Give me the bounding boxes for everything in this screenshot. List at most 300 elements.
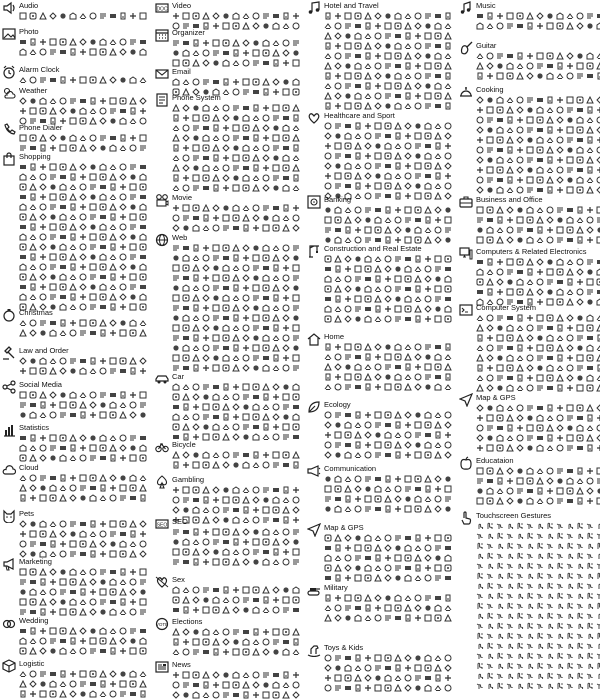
- icon-glyph: [272, 364, 280, 372]
- icon-glyph: [282, 528, 290, 536]
- icon-glyph: [19, 319, 27, 327]
- icon-glyph: [586, 156, 594, 164]
- icon-glyph: [536, 258, 544, 266]
- icon-glyph: [516, 146, 524, 154]
- icon-glyph: [526, 424, 534, 432]
- icon-glyph: [49, 273, 57, 281]
- icon-glyph: [394, 544, 402, 552]
- icon-glyph: [424, 295, 432, 303]
- icon-glyph: [566, 632, 574, 640]
- icon-glyph: [394, 674, 402, 682]
- icon-glyph: [424, 92, 432, 100]
- icon-glyph: [576, 592, 584, 600]
- icon-glyph: [596, 72, 600, 80]
- icon-glyph: [89, 391, 97, 399]
- icon-glyph: [424, 285, 432, 293]
- category-title: News: [172, 660, 191, 669]
- icon-glyph: [172, 114, 180, 122]
- icon-glyph: [69, 144, 77, 152]
- icon-glyph: [566, 364, 574, 372]
- icon-glyph: [202, 174, 210, 182]
- icon-glyph: [384, 343, 392, 351]
- icon-glyph: [262, 586, 270, 594]
- icon-glyph: [69, 117, 77, 125]
- icon-glyph: [344, 475, 352, 483]
- icon-glyph: [252, 39, 260, 47]
- icon-glyph: [119, 329, 127, 337]
- icon-glyph: [129, 76, 137, 84]
- icon-glyph: [404, 22, 412, 30]
- icon-glyph: [506, 404, 514, 412]
- icon-glyph: [99, 647, 107, 655]
- icon-glyph: [119, 494, 127, 502]
- icon-glyph: [192, 224, 200, 232]
- icon-glyph: [354, 544, 362, 552]
- icon-glyph: [566, 532, 574, 540]
- icon-glyph: [109, 540, 117, 548]
- icon-glyph: [242, 606, 250, 614]
- icon-glyph: [374, 431, 382, 439]
- icon-glyph: [364, 285, 372, 293]
- icon-glyph: [242, 304, 250, 312]
- icon-glyph: [89, 520, 97, 528]
- icon-glyph: [586, 497, 594, 505]
- icon-glyph: [576, 632, 584, 640]
- icon-glyph: [324, 574, 332, 582]
- icon-glyph: [232, 364, 240, 372]
- icon-glyph: [404, 495, 412, 503]
- icon-glyph: [424, 226, 432, 234]
- icon-glyph: [292, 124, 300, 132]
- icon-glyph: [109, 134, 117, 142]
- icon-glyph: [374, 152, 382, 160]
- icon-glyph: [506, 497, 514, 505]
- icon-glyph: [354, 654, 362, 662]
- icon-glyph: [556, 622, 564, 630]
- icon-glyph: [596, 12, 600, 20]
- icon-glyph: [212, 49, 220, 57]
- house-icon: [307, 332, 321, 346]
- icon-glyph: [444, 82, 452, 90]
- icon-glyph: [476, 156, 484, 164]
- icon-glyph: [414, 285, 422, 293]
- icon-glyph: [119, 647, 127, 655]
- icon-glyph: [526, 522, 534, 530]
- icon-glyph: [334, 664, 342, 672]
- icon-glyph: [109, 76, 117, 84]
- icon-glyph: [182, 78, 190, 86]
- envelope-icon: [155, 67, 169, 81]
- icon-glyph: [476, 136, 484, 144]
- icon-glyph: [49, 670, 57, 678]
- icon-glyph: [39, 357, 47, 365]
- icon-glyph: [536, 522, 544, 530]
- icon-glyph: [486, 467, 494, 475]
- icon-glyph: [292, 334, 300, 342]
- icon-glyph: [506, 96, 514, 104]
- icon-glyph: [384, 206, 392, 214]
- icon-glyph: [282, 451, 290, 459]
- icon-glyph: [49, 134, 57, 142]
- icon-glyph: [424, 654, 432, 662]
- icon-glyph: [79, 647, 87, 655]
- icon-glyph: [576, 497, 584, 505]
- icon-glyph: [496, 354, 504, 362]
- icon-glyph: [49, 391, 57, 399]
- icon-glyph: [99, 48, 107, 56]
- icon-glyph: [434, 475, 442, 483]
- icon-glyph: [89, 48, 97, 56]
- icon-glyph: [476, 96, 484, 104]
- megaphone-icon: [2, 557, 16, 571]
- icon-glyph: [434, 664, 442, 672]
- icon-glyph: [496, 612, 504, 620]
- icon-glyph: [172, 174, 180, 182]
- icon-glyph: [172, 124, 180, 132]
- icon-glyph: [324, 295, 332, 303]
- icon-glyph: [586, 206, 594, 214]
- icon-glyph: [526, 652, 534, 660]
- icon-glyph: [566, 642, 574, 650]
- icon-glyph: [516, 156, 524, 164]
- icon-glyph: [536, 96, 544, 104]
- icon-glyph: [29, 183, 37, 191]
- icon-glyph: [69, 263, 77, 271]
- icon-glyph: [79, 578, 87, 586]
- icon-grid: [19, 76, 148, 85]
- icon-glyph: [324, 421, 332, 429]
- icon-glyph: [272, 244, 280, 252]
- icon-glyph: [79, 367, 87, 375]
- icon-glyph: [354, 485, 362, 493]
- icon-glyph: [344, 275, 352, 283]
- icon-glyph: [272, 671, 280, 679]
- icon-glyph: [79, 540, 87, 548]
- icon-glyph: [99, 319, 107, 327]
- icon-glyph: [139, 401, 147, 409]
- icon-glyph: [364, 383, 372, 391]
- icon-glyph: [79, 680, 87, 688]
- icon-glyph: [272, 648, 280, 656]
- icon-glyph: [212, 204, 220, 212]
- icon-glyph: [242, 144, 250, 152]
- icon-glyph: [486, 12, 494, 20]
- icon-glyph: [232, 538, 240, 546]
- icon-glyph: [252, 691, 260, 699]
- icon-glyph: [476, 487, 484, 495]
- icon-glyph: [282, 433, 290, 441]
- icon-glyph: [202, 304, 210, 312]
- icon-glyph: [79, 173, 87, 181]
- icon-glyph: [182, 496, 190, 504]
- icon-glyph: [546, 166, 554, 174]
- paper-plane-icon: [307, 523, 321, 537]
- icon-glyph: [576, 642, 584, 650]
- icon-glyph: [556, 364, 564, 372]
- icon-glyph: [212, 364, 220, 372]
- icon-glyph: [444, 431, 452, 439]
- terminal-icon: [459, 303, 473, 317]
- icon-glyph: [139, 163, 147, 171]
- icon-glyph: [344, 574, 352, 582]
- icon-glyph: [546, 384, 554, 392]
- tank-icon: [307, 583, 321, 597]
- icon-glyph: [222, 334, 230, 342]
- icon-glyph: [526, 642, 534, 650]
- icon-glyph: [19, 627, 27, 635]
- icon-glyph: [546, 582, 554, 590]
- icon-glyph: [79, 97, 87, 105]
- icon-glyph: [212, 224, 220, 232]
- icon-glyph: [496, 542, 504, 550]
- icon-glyph: [182, 254, 190, 262]
- icon-glyph: [344, 564, 352, 572]
- icon-glyph: [354, 411, 362, 419]
- icon-glyph: [252, 114, 260, 122]
- icon-glyph: [262, 264, 270, 272]
- icon-glyph: [576, 62, 584, 70]
- icon-glyph: [476, 662, 484, 670]
- icon-glyph: [109, 193, 117, 201]
- icon-glyph: [59, 637, 67, 645]
- icon-glyph: [546, 552, 554, 560]
- icon-glyph: [19, 474, 27, 482]
- icon-glyph: [119, 173, 127, 181]
- icon-glyph: [516, 414, 524, 422]
- icon-glyph: [384, 295, 392, 303]
- icon-grid: [19, 12, 148, 21]
- icon-glyph: [424, 684, 432, 692]
- icon-glyph: [212, 486, 220, 494]
- icon-glyph: [292, 78, 300, 86]
- icon-glyph: [139, 434, 147, 442]
- icon-glyph: [556, 497, 564, 505]
- icon-glyph: [334, 12, 342, 20]
- icon-glyph: [39, 213, 47, 221]
- icon-glyph: [49, 494, 57, 502]
- icon-glyph: [526, 258, 534, 266]
- icon-glyph: [252, 638, 260, 646]
- icon-glyph: [119, 293, 127, 301]
- icon-glyph: [232, 264, 240, 272]
- icon-glyph: [49, 444, 57, 452]
- icon-glyph: [69, 97, 77, 105]
- icon-glyph: [242, 586, 250, 594]
- icon-glyph: [536, 424, 544, 432]
- icon-glyph: [516, 662, 524, 670]
- icon-glyph: [89, 183, 97, 191]
- icon-glyph: [262, 648, 270, 656]
- icon-glyph: [516, 444, 524, 452]
- icon-glyph: [39, 144, 47, 152]
- icon-glyph: [69, 608, 77, 616]
- icon-glyph: [334, 216, 342, 224]
- icon-glyph: [89, 550, 97, 558]
- icon-glyph: [434, 315, 442, 323]
- icon-glyph: [49, 598, 57, 606]
- icon-glyph: [282, 12, 290, 20]
- icon-glyph: [516, 542, 524, 550]
- icon-glyph: [536, 414, 544, 422]
- icon-glyph: [486, 314, 494, 322]
- icon-glyph: [119, 627, 127, 635]
- icon-glyph: [556, 487, 564, 495]
- icon-glyph: [292, 486, 300, 494]
- icon-glyph: [39, 293, 47, 301]
- icon-glyph: [242, 364, 250, 372]
- icon-glyph: [516, 12, 524, 20]
- icon-glyph: [434, 206, 442, 214]
- icon-glyph: [262, 691, 270, 699]
- icon-glyph: [19, 144, 27, 152]
- icon-glyph: [29, 283, 37, 291]
- icon-glyph: [29, 293, 37, 301]
- icon-glyph: [586, 62, 594, 70]
- icon-glyph: [109, 568, 117, 576]
- icon-glyph: [292, 49, 300, 57]
- category-title: Shopping: [19, 152, 51, 161]
- icon-glyph: [262, 164, 270, 172]
- icon-glyph: [394, 82, 402, 90]
- icon-glyph: [182, 174, 190, 182]
- icon-glyph: [99, 134, 107, 142]
- icon-glyph: [556, 186, 564, 194]
- icon-glyph: [434, 505, 442, 513]
- icon-glyph: [139, 357, 147, 365]
- icon-glyph: [232, 516, 240, 524]
- icon-glyph: [496, 146, 504, 154]
- icon-glyph: [444, 216, 452, 224]
- icon-glyph: [486, 96, 494, 104]
- icon-glyph: [242, 596, 250, 604]
- icon-glyph: [99, 454, 107, 462]
- icon-glyph: [212, 164, 220, 172]
- icon-glyph: [576, 166, 584, 174]
- icon-glyph: [364, 411, 372, 419]
- icon-glyph: [394, 216, 402, 224]
- icon-glyph: [566, 374, 574, 382]
- icon-glyph: [384, 182, 392, 190]
- icon-glyph: [374, 421, 382, 429]
- icon-glyph: [384, 275, 392, 283]
- category-title: Organizer: [172, 28, 205, 37]
- icon-glyph: [242, 638, 250, 646]
- icon-glyph: [182, 104, 190, 112]
- icon-glyph: [556, 116, 564, 124]
- icon-glyph: [384, 32, 392, 40]
- icon-glyph: [272, 164, 280, 172]
- icon-glyph: [434, 363, 442, 371]
- icon-glyph: [292, 638, 300, 646]
- icon-glyph: [576, 344, 584, 352]
- icon-glyph: [212, 174, 220, 182]
- icon-glyph: [486, 176, 494, 184]
- icon-glyph: [394, 505, 402, 513]
- icon-glyph: [212, 78, 220, 86]
- icon-glyph: [496, 166, 504, 174]
- icon-glyph: [506, 642, 514, 650]
- icon-glyph: [374, 305, 382, 313]
- icon-glyph: [172, 314, 180, 322]
- icon-glyph: [444, 236, 452, 244]
- icon-glyph: [252, 104, 260, 112]
- icon-glyph: [69, 183, 77, 191]
- icon-glyph: [404, 664, 412, 672]
- icon-glyph: [424, 604, 432, 612]
- icon-glyph: [49, 233, 57, 241]
- icon-glyph: [202, 691, 210, 699]
- icon-glyph: [222, 691, 230, 699]
- icon-glyph: [344, 353, 352, 361]
- icon-glyph: [324, 206, 332, 214]
- icon-glyph: [79, 303, 87, 311]
- icon-glyph: [476, 176, 484, 184]
- icon-glyph: [334, 122, 342, 130]
- icon-glyph: [29, 97, 37, 105]
- icon-glyph: [79, 444, 87, 452]
- icon-glyph: [434, 383, 442, 391]
- icon-glyph: [586, 404, 594, 412]
- icon-glyph: [536, 52, 544, 60]
- icon-glyph: [29, 193, 37, 201]
- icon-glyph: [394, 495, 402, 503]
- icon-glyph: [486, 532, 494, 540]
- icon-glyph: [526, 444, 534, 452]
- icon-glyph: [586, 12, 594, 20]
- icon-glyph: [79, 12, 87, 20]
- icon-glyph: [79, 357, 87, 365]
- icon-glyph: [486, 487, 494, 495]
- icon-glyph: [344, 92, 352, 100]
- icon-glyph: [506, 156, 514, 164]
- icon-glyph: [222, 548, 230, 556]
- icon-glyph: [49, 48, 57, 56]
- icon-glyph: [444, 182, 452, 190]
- icon-glyph: [272, 586, 280, 594]
- icon-glyph: [139, 263, 147, 271]
- icon-glyph: [282, 486, 290, 494]
- icon-glyph: [556, 236, 564, 244]
- icon-glyph: [334, 275, 342, 283]
- icon-grid: [172, 104, 301, 193]
- icon-glyph: [586, 236, 594, 244]
- icon-glyph: [139, 530, 147, 538]
- category-title: Communication: [324, 464, 377, 473]
- icon-glyph: [182, 164, 190, 172]
- icon-glyph: [212, 538, 220, 546]
- music-notes-icon: [459, 1, 473, 15]
- icon-glyph: [536, 602, 544, 610]
- icon-grid: [172, 671, 301, 700]
- icon-glyph: [526, 278, 534, 286]
- icon-glyph: [59, 173, 67, 181]
- icon-grid: [324, 206, 453, 245]
- icon-glyph: [262, 383, 270, 391]
- icon-glyph: [424, 72, 432, 80]
- icon-glyph: [222, 681, 230, 689]
- icon-glyph: [59, 550, 67, 558]
- icon-glyph: [89, 637, 97, 645]
- icon-glyph: [79, 401, 87, 409]
- icon-glyph: [546, 642, 554, 650]
- icon-glyph: [434, 544, 442, 552]
- icon-glyph: [59, 263, 67, 271]
- icon-glyph: [414, 383, 422, 391]
- icon-glyph: [202, 124, 210, 132]
- icon-glyph: [69, 193, 77, 201]
- icon-glyph: [222, 124, 230, 132]
- icon-glyph: [536, 278, 544, 286]
